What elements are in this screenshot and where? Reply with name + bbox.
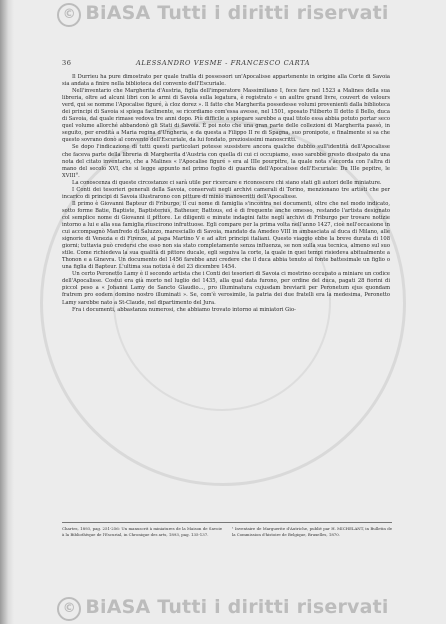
running-head [62, 59, 382, 69]
paragraph: Un certo Peronetto Lamy è il secondo artista che i Conti dei tesorieri di Savoia ci mostrino occupato a miniare un codice dell'Apocalisse. Costui era già morto nel luglio del 1435, alla qual data furono, per ordine del duca, pagati 28 fiorini di piccol peso a « Johanni Lamy de Sancto Glaudio..., pro illuminatura cujusdam breviarii per Peronetum ejus quondam fratrem pro eodem domino nostro illuminati ». Se, com'è verosimile, la patria dei due fratelli era la medesima, Peronetto Lamy sarebbe nato a St-Claude, nel dipartimento del Jura. [62, 271, 390, 306]
page-number: 36 [62, 59, 72, 67]
footnote-right: ¹ Inventaire de Marguerite d'Autriche, publié par H. MICHELANT, in Bulletin de la Commission d'histoire de Belgique, Bruxelles, 1870. [232, 526, 392, 537]
body-text [62, 74, 390, 314]
paragraph: La conoscenza di queste circostanze ci sarà utile per ricercare e riconoscere chi siano stati gli autori delle miniature. [72, 179, 382, 186]
copyright-icon: © [57, 3, 81, 27]
watermark-bottom-text: BiASA Tutti i diritti riservati [85, 596, 389, 618]
paragraph: Se dopo l'indicazione di tutti questi particolari potesse sussistere ancora qualche dubbio sull'identità dell'Apocalisse che faceva parte della libreria di Margherita d'Austria con quella di cui ci occupiamo, esso sarebbe presto dissipato da una nota del citato inventario, che a Malines « l'Apocalise figuré » era al IIIe pourpitre, la quale nota s'accorda con l'altra di mano del secolo XVI, che si legge appunto nel primo foglio di guardia dell'Apocalisse dell'Escuriale: Du IIIe pepitre, le XVIII°. [62, 144, 390, 179]
watermark-top [8, 2, 438, 27]
paragraph: Il Durrieu ha pure dimostrato per quale trafila di possessori un'Apocalisse appartenente in origine alla Corte di Savoia sia andata a finire nella biblioteca del convento dell'Escuriale. [62, 74, 390, 88]
watermark-bottom [8, 596, 438, 621]
copyright-icon: © [57, 597, 81, 621]
watermark-top-text: BiASA Tutti i diritti riservati [85, 2, 389, 24]
paragraph: Nell'inventario che Margherita d'Austria, figlia dell'imperatore Massimiliano I, fece fare nel 1523 a Malines della sua libreria, oltre ad alcuni libri con le armi di Savoia sulla legatura, è registrato « un aultre grand livre, couvert de velours verd, qui se nomme l'Apocalise figuré, à cloz dorez ». Il fatto che Margherita possedesse volumi provenienti dalla biblioteca dei principi di Savoia si spiega facilmente, se ricordiamo com'essa avesse, nel 1501, sposato Filiberto II detto il Bello, duca di Savoia, dal quale rimase vedova tre anni dopo. Più difficile a spiegare sarebbe a qual titolo essa abbia potuto portar seco quel volume allorché abbandonò gli Stati di Savoia. È poi noto che una gran parte delle collezioni di Margherita passò, in seguito, per eredità a Maria regina d'Ungheria, e da questa a Filippo II re di Spagna, suo pronipote, e finalmente si sa che questo sovrano donò al convento dell'Escuriale, da lui fondato, preziosissimi manoscritti. [62, 88, 390, 144]
paragraph: Il primo è Giovanni Bapteur di Friburgo, il cui nome di famiglia s'incontra nei documenti, oltre che nel modo indicato, sotto forme Batie, Baptiste, Baptisterius, Batheuer, Battous, ed è di frequente anche omesso, restando l'artista designato col semplice nome di Giovanni il pittore. Le diligenti e minute indagini fatte negli archivi di Friburgo per trovare notizie intorno a lui e alla sua famiglia riuscirono infruttuose. Egli compare per la prima volta nell'anno 1427, cioè nell'occasione in cui accompagnò Manfredo di Saluzzo, maresciallo di Savoia, mandato da Amedeo VIII in ambasciata al duca di Milano, alle signorie di Venezia e di Firenze, al papa Martino V e ad altri principi italiani. Questo viaggio ebbe la breve durata di 108 giorni; tuttavia può credersi che esso non sia stato completamente senza influenza, se non sulla sua tecnica, almeno sul suo stile. Come richiedeva la sua qualità di pittore ducale, egli seguiva la corte, la quale in quei tempi risiedeva abitualmente a Thonon e a Ginevra. Un documento del 1456 farebbe anzi credere che il duca abbia tenuto al fonte battesimale un figlio o una figlia di Bapteur. L'ultima sua notizia è del 23 dicembre 1454. [62, 200, 390, 271]
paragraph: I Conti dei tesorieri generali della Savoia, conservati negli archivi camerali di Torino, menzionano tre artisti che per incarico di principi di Savoia illustrarono con pitture di minio manoscritti dell'Apocalisse. [62, 186, 390, 200]
paragraph: Fra i documenti, abbastanza numerosi, che abbiamo trovato intorno ai miniatori Gio- [72, 306, 296, 313]
page-edge-shadow [0, 0, 14, 624]
running-head-title: ALESSANDRO VESME - FRANCESCO CARTA [136, 59, 311, 67]
footnote-left: Chartes, 1893, pag. 251-256: Un manuscrit à miniatures de la Maison de Savoie à la Bibliothèque de l'Escurial, in Chronique des arts, 1893, pag. 135-137. [62, 526, 222, 537]
footnotes [62, 522, 392, 538]
